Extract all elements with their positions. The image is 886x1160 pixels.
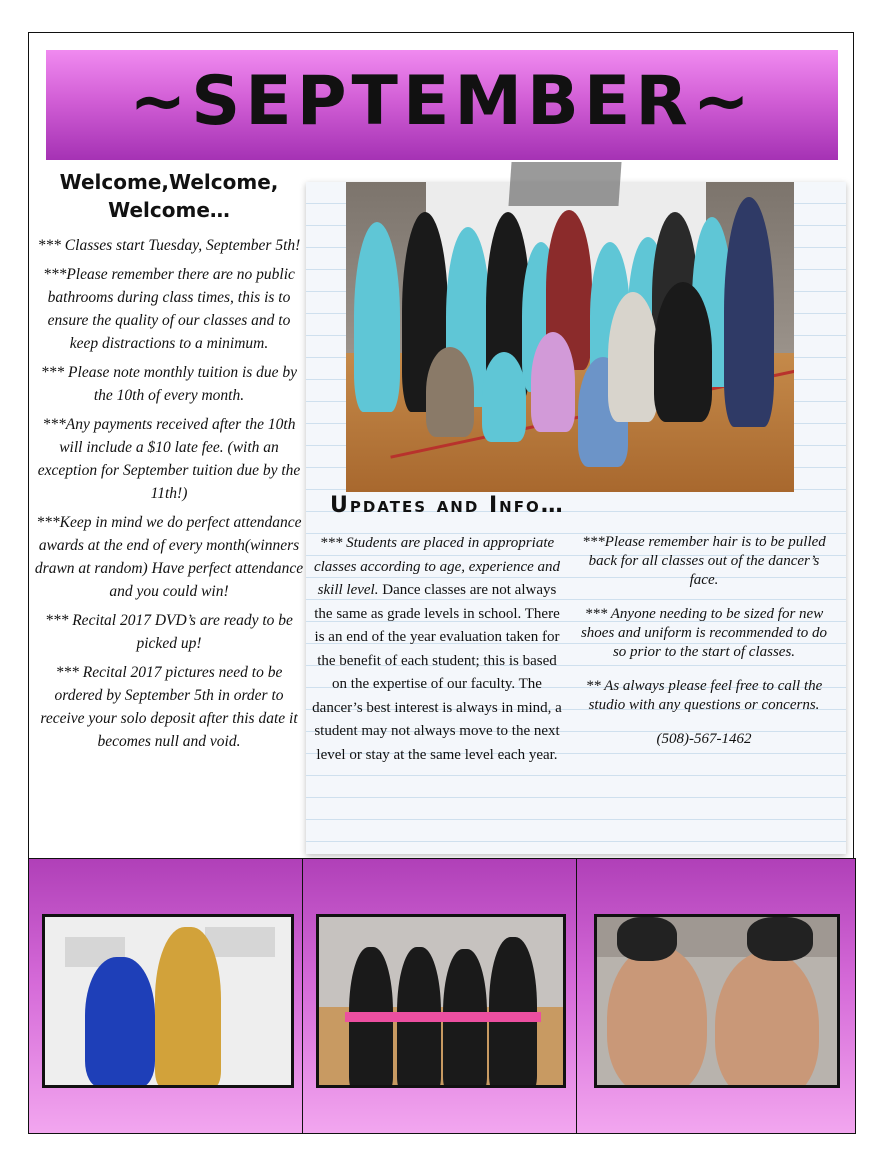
page-title: ~SEPTEMBER~ bbox=[129, 62, 755, 141]
updates-middle-column bbox=[310, 532, 564, 767]
welcome-column bbox=[34, 168, 304, 759]
group-photo bbox=[346, 182, 794, 492]
welcome-note: ***Keep in mind we do perfect attendance awards at the end of every month(winners drawn at random) Have perfect attendance and you could win! bbox=[34, 514, 304, 600]
placement-note: *** Students are placed in appropriate classes according to age, experience and skill level. bbox=[313, 535, 561, 598]
welcome-note: *** Recital 2017 pictures need to be ordered by September 5th in order to receive your solo deposit after this date it becomes null and void. bbox=[40, 664, 298, 750]
costume-photo-kids bbox=[42, 914, 294, 1088]
photo-strip bbox=[28, 858, 856, 1134]
face-paint-photo bbox=[594, 914, 840, 1088]
welcome-note: *** Please note monthly tuition is due by the 10th of every month. bbox=[40, 364, 298, 404]
updates-right-column bbox=[576, 533, 832, 764]
tape-decoration bbox=[508, 162, 621, 206]
update-note: *** Anyone needing to be sized for new shoes and uniform is recommended to do so prior to the start of classes. bbox=[580, 606, 828, 660]
welcome-note: ***Please remember there are no public bathrooms during class times, this is to ensure the quality of our classes and to keep distractions to a minimum. bbox=[43, 266, 295, 352]
phone-number: (508)-567-1462 bbox=[656, 731, 752, 747]
update-note: ** As always please feel free to call the studio with any questions or concerns. bbox=[585, 678, 823, 713]
welcome-note: ***Any payments received after the 10th will include a $10 late fee. (with an exception for September tuition due by the 11th!) bbox=[37, 416, 301, 502]
welcome-note: *** Classes start Tuesday, September 5th! bbox=[37, 237, 301, 254]
placement-note-detail: Dance classes are not always the same as grade levels in school. There is an end of the year evaluation taken for the benefit of each student; this is based on the expertise of our faculty. The dancer’s best interest is always in mind, a student may not always move to the next level or stay at the same level each year. bbox=[312, 582, 562, 763]
updates-heading: Updates and Info… bbox=[330, 493, 565, 518]
welcome-note: *** Recital 2017 DVD’s are ready to be picked up! bbox=[45, 612, 293, 652]
update-note: ***Please remember hair is to be pulled back for all classes out of the dancer’s face. bbox=[582, 534, 826, 588]
welcome-heading: Welcome,Welcome, Welcome… bbox=[59, 170, 279, 222]
costume-photo-dancers bbox=[316, 914, 566, 1088]
title-banner bbox=[46, 50, 838, 160]
